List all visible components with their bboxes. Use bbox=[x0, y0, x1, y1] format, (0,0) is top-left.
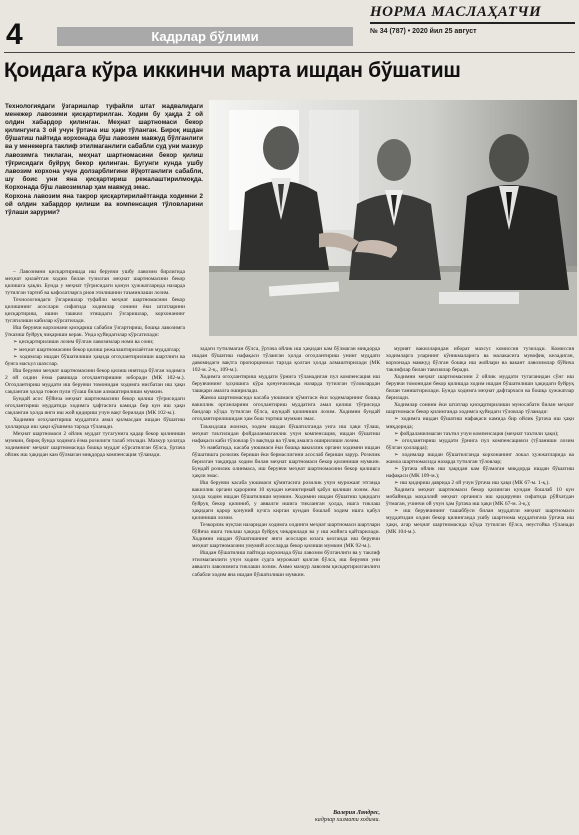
lead-question: Корхона лавозим яна такрор қисқартирилаётганда ходимни 2 ой олдин хабардор қилиши ва компенсация тўловларини тўлаши зарурми? bbox=[5, 193, 203, 217]
lead-text: Технологиядаги ўзгаришлар туфайли штат жадвалидаги менежер лавозими қисқартирилган. Ходим бу ҳақда 2 ой олдин хабардор қилинган. Меҳнат шартномаси бекор қилингунга 3 ой учун ўртача иш ҳақи тўланган. Бироқ ишдан бўшатиш пайтида корхонада бўш лавозим мавжуд бўлганлиги ва у менежерга таклиф этилмаганлиги сабабли суд уни мазкур лавозимга тиклаган, меҳнат шартномасини бекор қилиш тўғрисидаги буйруқ бекор қилинган. Бугунги кунда ушбу лавозим корхона учун долзарблигини йўқотганлиги сабабли, шу боис уни яна қисқартириш режалаштирилмоқда. Корхонада бўш лавозимлар ҳам мавжуд эмас. bbox=[5, 103, 203, 191]
article-column-2 bbox=[192, 346, 380, 579]
issue-info: № 34 (787) • 2020 йил 25 август bbox=[370, 28, 477, 35]
paragraph: ➢ иш берувчининг ташаббуси билан муддатли меҳнат шартномаси муддатидан олдин бекор қилинганда ушбу шартнома муддатигача ўртача иш ҳақи, агар меҳнат шартномасида кўзда тутилган бўлса, неустойка тўланади (МК 104-м.). bbox=[386, 508, 574, 536]
paragraph: Меҳнат шартномаси 2 ойлик муддат тугагунига қадар бекор қилиниши мумкин, бироқ бунда ходимга ёзма розилиги талаб этилади. Мазкур ҳолатда ходимнинг меҳнат шартномасида бошқа муддат кўрсатилган бўлса, ўртача ойлик иш ҳақидан кам бўлмаган миқдорда компенсация тўланади. bbox=[5, 431, 185, 459]
divider bbox=[4, 52, 575, 53]
article-column-1 bbox=[5, 269, 185, 459]
paragraph: Иш берувчи меҳнат шартномасини бекор қилиш ниятида бўлган ходимга 2 ой олдин ёзма равишда огоҳлантиришни юборади (МК 102-м.). Огоҳлантириш муддати иш берувчи томонидан ходимга нисбатан иш ҳақи сақланган ҳолда товон пули тўлаш билан алмаштирилиши мумкин. bbox=[5, 367, 185, 395]
paragraph: Жамоа шартномасида касаба уюшмаси қўмитаси ёки ходимларнинг бошқа вакиллик органларини огоҳлантириш муддатига амал қилиш тўғрисида бандлар кўзда тутилган бўлса, шундай қилиниши лозим. Ходимни бундай огоҳлантирилишидан ҳам бош тортиш мумкин эмас. bbox=[192, 395, 380, 423]
paragraph: ➢ ходимлар ишдан бўшатилиши ҳақида огоҳлантирилиши шартлиги ва бунга масъул шахслар. bbox=[5, 353, 185, 367]
author-name: Валерия Ляндрес, bbox=[333, 810, 380, 816]
paragraph: ➢ меҳнат шартномасини бекор қилиш режалаштирилаётган муддатлар; bbox=[13, 346, 181, 353]
paragraph: Уз навбатида, касаба уюшмаси ёки бошқа вакиллик органи ходимни ишдан бўшатишга розилик бериши ёки бермаслигини асослаб бериши зарур. Розилик берилган тақдирда ходим билан меҳнат шартномаси бекор қилиниши мумкин. Бундай розилик олинмаса, иш берувчи меҳнат шартномасини бекор қилишга ҳақли эмас. bbox=[192, 444, 380, 479]
paragraph: – Лавозимни қисқартиришда иш берувчи ушбу лавозим бирлигида меҳнат қилаётган ходим билан тузилган меҳнат шартномасини бекор қилишга ҳақли. Бунда у меҳнат тўғрисидаги қонун ҳужжатларида назарда тутилган тартиб ва кафолатларга риоя этилишини таъминлаши лозим. bbox=[5, 269, 185, 297]
paragraph: ➢ ўртача ойлик иш ҳақидан кам бўлмаган миқдорда ишдан бўшатиш нафақаси (МК 109-м.); bbox=[386, 465, 574, 479]
paragraph: ➢ қисқартирилиши лозим бўлган лавозимлар номи ва сони; bbox=[13, 339, 154, 346]
paragraph: ➢ ходимга ишдан бўшатиш нафақаси камида бир ойлик ўртача иш ҳақи миқдорида; bbox=[386, 416, 574, 430]
masthead-title: НОРМА МАСЛАҲАТЧИ bbox=[370, 4, 575, 24]
article-headline: Қоидага кўра иккинчи марта ишдан бўшатиш bbox=[4, 59, 461, 82]
paragraph: Технологиядаги ўзгаришлар туфайли меҳнат шартномасини бекор қилишнинг асослари сифатида ходимлар сонини ёки штатларини қисқартириш, ишни ташкил этишдаги ўзгаришлар, корхонанинг тугатилиши кабилар кўрсатилади. bbox=[5, 297, 185, 325]
paragraph: Тезкорлик нуқтаи назаридан ходимга олдинги меҳнат шартномаси шартлари бўйича ишга тиклаш ҳақида буйруқ чиқарилади ва у иш жойига қайтарилади. Ходимни ишдан бўшатишнинг янги асослари юзага келганда иш берувчи меҳнат шартномасини умумий асосларда бекор қилиши мумкин (МК 92-м.). bbox=[192, 522, 380, 550]
author-role: кадрлар хизмати ходими. bbox=[315, 817, 380, 824]
paragraph: ➢ огоҳлантириш муддати ўрнига пул компенсацияси (тўланиши лозим бўлган ҳолларда); bbox=[386, 437, 574, 451]
handshake-photo bbox=[209, 100, 577, 336]
masthead bbox=[370, 4, 575, 35]
paragraph: Ходимлар сонини ёки штатлар қисқартирилиши муносабати билан меҳнат шартномаси бекор қилинганда ходимга қуйидаги тўловлар тўланади: bbox=[386, 402, 574, 416]
paragraph: ➢ ходимлар ишдан бўшатилганда корхонанинг локал ҳужжатларида ва жамоа шартномасида назарда тутилган тўловлар; bbox=[386, 451, 574, 465]
photo-illustration bbox=[209, 100, 577, 336]
paragraph: ➢ иш қидириш даврида 2 ой учун ўртача иш ҳақи (МК 67-м. 1-қ.). bbox=[394, 479, 550, 486]
paragraph: Иш берувчи корхонани қисқариш сабабли ўзгартириш, бошқа лавозимга ўтказиш буйруқ чиқариши керак. Унда қуйидагилар кўрсатилади: bbox=[5, 325, 185, 339]
paragraph: Ходимни меҳнат шартномасини 2 ойлик муддати тугаганидан сўнг иш берувчи томонидан бекор қилишда ходим ишдан бўшатилиши ҳақидаги буйруқ билан таништирилади. Бунда ходимга меҳнат дафтарчаси ва бошқа ҳужжатлар берилади. bbox=[386, 374, 574, 402]
paragraph: задаги тутилмаган бўлса, ўртача ойлик иш ҳақидан кам бўлмаган миқдорда ишдан бўшатиш нафақаси тўланган ҳолда огоҳлантириш унинг муддати давомидаги вақтга пропорционал тарзда қолган ҳолда алмаштирилади (МК 102-м. 2-қ., 109-м.). bbox=[192, 346, 380, 374]
paragraph: Ходимга огоҳлантириш муддати ўрнига тўланадиган пул компенсация иш берувчининг ҳоҳишига кўра қонунчиликда назарда тутилган тўловлардан ташқари амалга оширилади. bbox=[192, 374, 380, 395]
paragraph: мурият вакилларидан иборат махсус комиссия тузилади. Комиссия ходимларга уларнинг кўникмаларига ва малакасига мувофиқ келадиган, корхонада мавжуд бўлган бошқа иш жойлари ва вакант лавозимлар бўйича таклифлар билан тавсиялар беради. bbox=[386, 346, 574, 374]
paragraph: Ходимни огоҳлантириш муддатига амал қилмасдан ишдан бўшатиш ҳолларида иш ҳақи қўшимча тарзда тўланади. bbox=[5, 416, 185, 431]
paragraph: Иш берувчи касаба уюшмаси қўмитасига розилик учун мурожаат этганда вакиллик органи қарорини 10 кундан кечиктирмай қабул қилиши лозим. Акс ҳолда ходим ишдан бўшатилиши мумкин. Ходимни ишдан бўшатиш ҳақидаги буйруқ бекор қилиниб, у аввалги ишига тикланган ҳолда, ишга тиклаш ҳақидаги қарор қонуний кучга кирган кундан бошлаб ходим ишга қабул қилиниши лозим. bbox=[192, 479, 380, 522]
page-number: 4 bbox=[6, 18, 23, 51]
article-lead bbox=[5, 103, 203, 217]
paragraph: ➢ фойдаланилмаган таътил учун компенсация (меҳнат таътили ҳақи); bbox=[394, 430, 559, 437]
paragraph: Бундай асос бўйича меҳнат шартномасини бекор қилиш тўғрисидаги огоҳлантириш муддатида ходимга ҳафтасига камида бир кун иш ҳақи сақланган ҳолда янги иш жой қидириш учун вақт берилади (МК 102-м.). bbox=[5, 395, 185, 416]
author-signature bbox=[192, 810, 380, 825]
paragraph: Таъкидлаш жоизки, ходим ишдан бўшатилганда унга иш ҳақи тўлаш, меҳнат таътилидан фойдаланмаганлик учун компенсация, ишдан бўшатиш нафақаси каби тўловлар ўз вақтида ва тўлиқ амалга оширилиши лозим. bbox=[192, 423, 380, 444]
section-title: Кадрлар бўлими bbox=[57, 27, 353, 46]
paragraph: Ишдан бўшатилиш пайтида корхонада бўш лавозим бўлганлиги ва у таклиф этилмаганлиги учун ходим судга мурожаат қилган бўлса, иш берувчи уни аввалги лавозимига тиклаши лозим. Аммо мазкур лавозим қисқартирилганлиги сабабли ходим яна ишдан бўшатилиши мумкин. bbox=[192, 550, 380, 578]
paragraph: Ходимга меҳнат шартномаси бекор қилинган кундан бошлаб 10 кун мобайнида маҳаллий меҳнат органига иш қидирувчи сифатида рўйхатдан ўтмаган, учинчи ой учун ҳам ўртача иш ҳақи (МК 67-м. 3-қ.); bbox=[386, 486, 574, 508]
article-column-3 bbox=[386, 346, 574, 536]
